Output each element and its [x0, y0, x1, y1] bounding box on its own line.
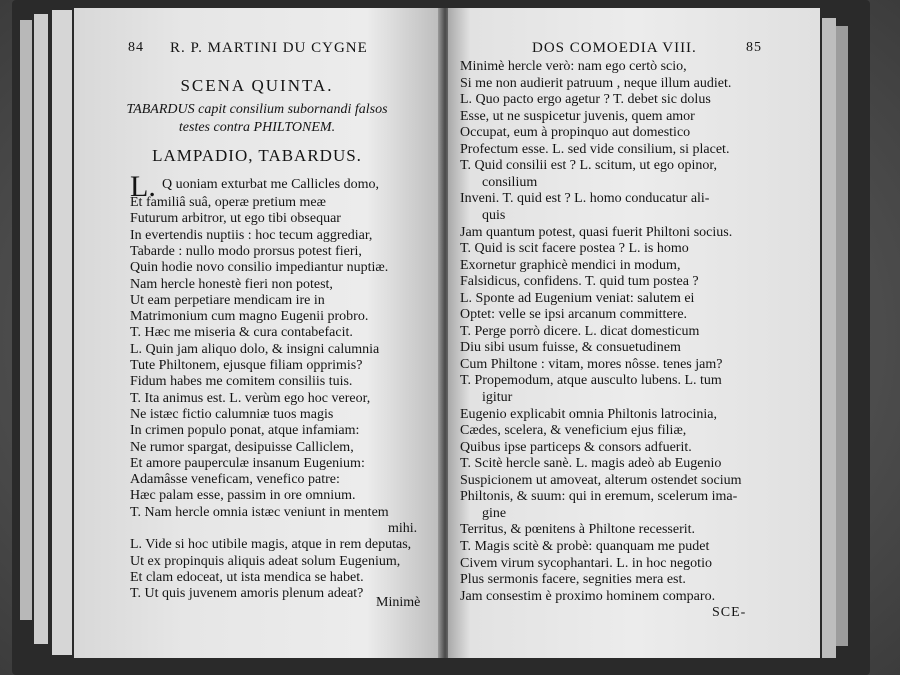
verse-line: Falsidicus, confidens. T. quid tum postea ? — [460, 274, 699, 290]
verse-line: L. Vide si hoc utibile magis, atque in rem deputas, — [130, 537, 412, 553]
right-page-edges-outer — [836, 26, 848, 646]
verse-line: Ne rumor spargat, desipuisse Calliclem, — [130, 439, 354, 455]
verse-line: consilium — [482, 174, 538, 190]
left-page-edges — [20, 20, 32, 620]
verse-line: quis — [482, 207, 506, 223]
verse-line: Territus, & pœnitens à Philtone recesserit. — [460, 522, 696, 538]
verse-line: In evertendis nuptiis : hoc tecum aggrediar, — [130, 227, 373, 243]
verse-line: Philtonis, & suum: qui in eremum, scelerum ima- — [460, 489, 738, 505]
verse-line: Diu sibi usum fuisse, & consuetudinem — [460, 340, 681, 356]
argument-line-2: testes contra PHILTONEM. — [178, 120, 336, 135]
page-number: 85 — [746, 40, 762, 55]
left-page-edges-inner — [34, 14, 48, 644]
verse-line: T. Ita animus est. L. verùm ego hoc vereor, — [130, 390, 371, 406]
verse-line: Futurum arbitror, ut ego tibi obsequar — [130, 211, 341, 227]
verse-line: Occupat, eum à propinquo aut domestico — [460, 125, 691, 141]
verse-line: Et clam edoceat, ut ista mendica se habet. — [130, 569, 364, 585]
verse-line: Quibus ipse particeps & consors adfuerit. — [460, 439, 692, 455]
catchword: Minimè — [376, 595, 421, 610]
characters: LAMPADIO, TABARDUS. — [152, 146, 362, 165]
verse-line: T. Perge porrò dicere. L. dicat domesticum — [460, 323, 700, 339]
verse-line: Inveni. T. quid est ? L. homo conducatur ali- — [460, 191, 710, 207]
verse-line: Minimè hercle verò: nam ego certò scio, — [460, 59, 687, 74]
left-page — [74, 8, 440, 658]
verse-line: Eugenio explicabit omnia Philtonis latrocinia, — [460, 406, 718, 422]
verse-line: Esse, ut ne suspicetur juvenis, quem amor — [460, 108, 695, 124]
verse-line: Si me non audierit patruum , neque illum audiet. — [460, 75, 732, 91]
verse-line: Optet: velle se ipsi arcanum committere. — [460, 307, 688, 323]
verse-line: Jam quantum potest, quasi fuerit Philtoni socius. — [460, 224, 733, 240]
verse-line: T. Scitè hercle sanè. L. magis adeò ab Eugenio — [460, 456, 722, 472]
verse-line: T. Quid consilii est ? L. scitum, ut ego opinor, — [460, 158, 717, 174]
verse-line: mihi. — [388, 521, 418, 536]
verse-line: T. Quid is scit facere postea ? L. is homo — [460, 241, 689, 257]
right-page-edges — [822, 18, 836, 658]
verse-line: Tute Philtonem, ejusque filiam opprimis? — [130, 358, 363, 373]
verse-line: Et familiâ suâ, operæ pretium meæ — [130, 195, 326, 210]
verse-line: Cædes, scelera, & veneficium ejus filiæ, — [460, 423, 687, 439]
verse-line: Hæc palam esse, passim in ore omnium. — [130, 488, 356, 504]
left-page-edges-top — [52, 10, 72, 655]
verse-line: T. Hæc me miseria & cura contabefacit. — [130, 325, 353, 341]
running-head: R. P. MARTINI DU CYGNE — [170, 40, 368, 56]
verse-line: Adamâsse veneficam, venefico patre: — [130, 472, 340, 488]
verse-line: igitur — [482, 390, 513, 405]
verse-line: Ne istæc fictio calumniæ tuos magis — [130, 406, 334, 422]
right-page — [448, 8, 820, 658]
verse-line: Exornetur graphicè mendici in modum, — [460, 257, 681, 273]
verse-line: Suspicionem ut amoveat, alterum ostendet socium — [460, 472, 742, 488]
verse-line: T. Ut quis juvenem amoris plenum adeat? — [130, 586, 364, 602]
verse-line: Fidum habes me comitem consiliis tuis. — [130, 374, 353, 390]
verse-line: Et amore pauperculæ insanum Eugenium: — [130, 455, 365, 471]
page-number: 84 — [128, 40, 144, 55]
verse-line: In crimen populo ponat, atque infamiam: — [130, 423, 360, 439]
verse-line: Cum Philtone : vitam, mores nôsse. tenes jam? — [460, 356, 723, 372]
verse-line: Q uoniam exturbat me Callicles domo, — [162, 177, 379, 192]
scene-title: SCENA QUINTA. — [180, 76, 334, 95]
verse-line: T. Nam hercle omnia istæc veniunt in mentem — [130, 504, 389, 520]
verse-line: Plus sermonis facere, segnities mera est. — [460, 572, 686, 588]
verse-line: Tabarde : nullo modo prorsus potest fieri, — [130, 243, 362, 259]
verse-line: Quin hodie novo consilio impediantur nuptiæ. — [130, 260, 389, 276]
verse-line: Nam hercle honestè fieri non potest, — [130, 276, 333, 292]
verse-line: L. Sponte ad Eugenium veniat: salutem ei — [460, 290, 695, 306]
verse-line: T. Magis scitè & probè: quanquam me pudet — [460, 538, 710, 554]
verse-line: L. Quin jam aliquo dolo, & insigni calumnia — [130, 341, 380, 357]
running-head: DOS COMOEDIA VIII. — [532, 40, 697, 56]
verse-line: Matrimonium cum magno Eugenii probro. — [130, 309, 369, 325]
drop-cap: L. — [130, 170, 156, 203]
verse-line: Jam consestim è proximo hominem comparo. — [460, 588, 716, 604]
verse-line: Civem virum sycophantari. L. in hoc negotio — [460, 555, 712, 571]
verse-line: gine — [482, 505, 507, 521]
verse-line: T. Propemodum, atque ausculto lubens. L. tum — [460, 373, 722, 389]
argument-line-1: TABARDUS capit consilium subornandi falsos — [126, 102, 388, 117]
verse-line: Ut eam perpetiare mendicam ire in — [130, 292, 325, 308]
verse-line: Ut ex propinquis aliquis adeat solum Eugenium, — [130, 553, 401, 569]
verse-line: L. Quo pacto ergo agetur ? T. debet sic dolus — [460, 92, 711, 108]
catchword: SCE- — [712, 605, 747, 620]
verse-line: Profectum esse. L. sed vide consilium, si placet. — [460, 141, 730, 157]
